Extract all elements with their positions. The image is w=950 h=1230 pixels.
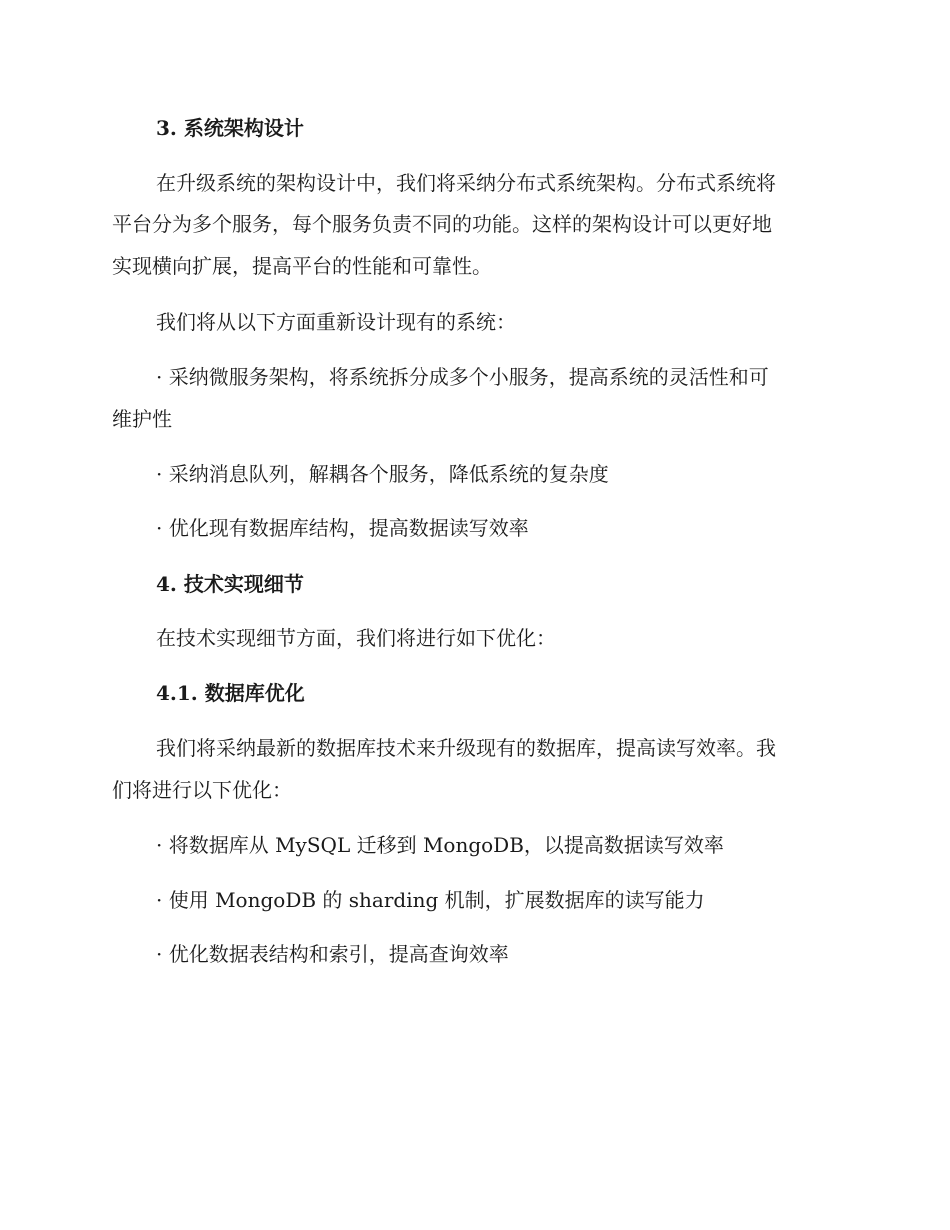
bullet-item-continuation: 维护性 [112,407,172,431]
paragraph-line: 在升级系统的架构设计中，我们将采纳分布式系统架构。分布式系统将 [156,171,776,195]
bullet-item: · 采纳微服务架构，将系统拆分成多个小服务，提高系统的灵活性和可 [156,365,769,389]
bullet-item: · 使用 MongoDB 的 sharding 机制，扩展数据库的读写能力 [156,888,705,912]
bullet-item: · 优化现有数据库结构，提高数据读写效率 [156,516,529,540]
bullet-item: · 优化数据表结构和索引，提高查询效率 [156,942,509,966]
section-4-heading: 4. 技术实现细节 [156,572,304,596]
paragraph-line: 在技术实现细节方面，我们将进行如下优化： [156,626,556,650]
section-4-1-heading: 4.1. 数据库优化 [156,681,305,705]
paragraph-line: 实现横向扩展，提高平台的性能和可靠性。 [112,254,492,278]
paragraph-line: 平台分为多个服务，每个服务负责不同的功能。这样的架构设计可以更好地 [112,212,772,236]
bullet-item: · 将数据库从 MySQL 迁移到 MongoDB，以提高数据读写效率 [156,833,724,857]
paragraph-line: 我们将从以下方面重新设计现有的系统： [156,310,516,334]
bullet-item: · 采纳消息队列，解耦各个服务，降低系统的复杂度 [156,462,609,486]
paragraph-line: 们将进行以下优化： [112,778,292,802]
paragraph-line: 我们将采纳最新的数据库技术来升级现有的数据库，提高读写效率。我 [156,736,776,760]
section-3-heading: 3. 系统架构设计 [156,116,304,140]
